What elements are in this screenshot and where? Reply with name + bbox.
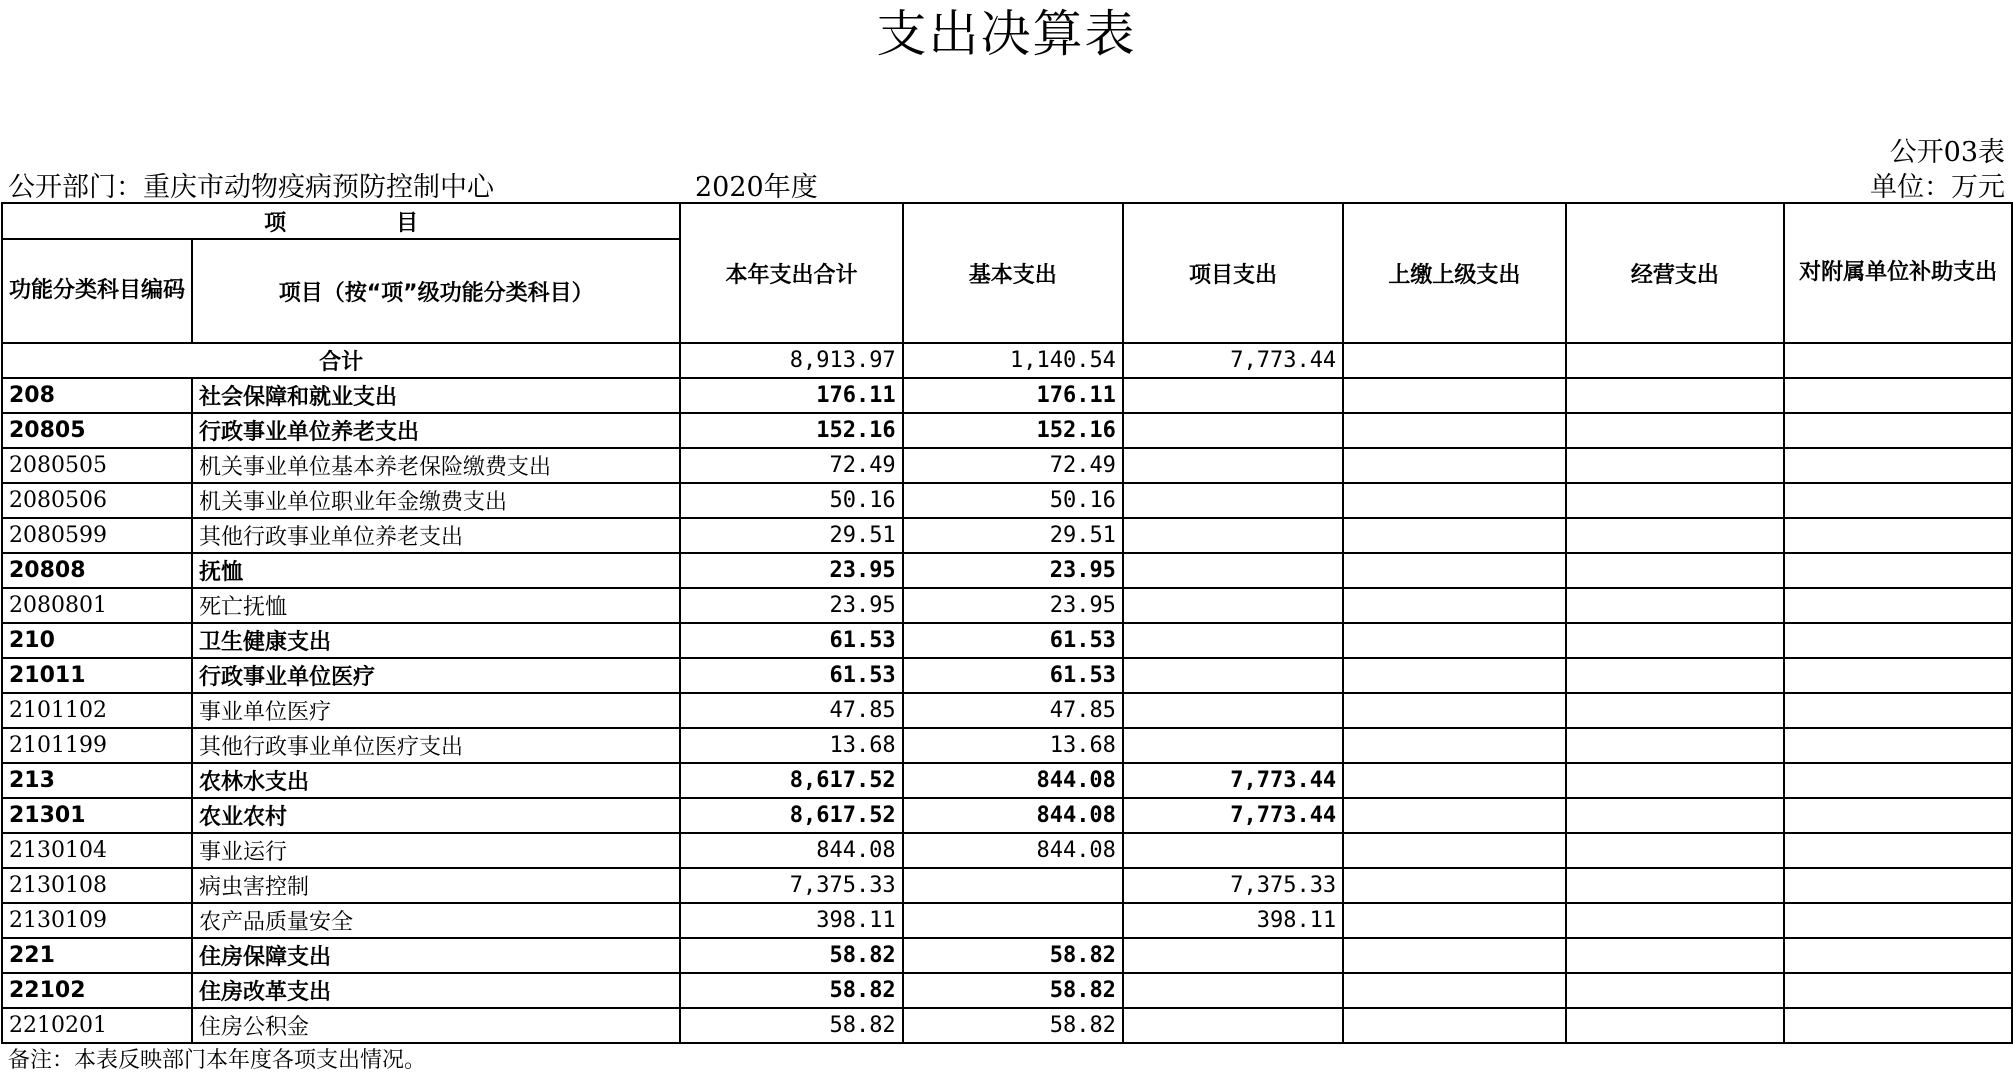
row-subsidy: [1784, 868, 2012, 903]
table-row: [2, 693, 2012, 728]
row-basic: 176.11: [903, 378, 1123, 413]
row-name: 农产品质量安全: [192, 903, 680, 938]
header-name: 项目（按“项”级功能分类科目）: [192, 239, 680, 343]
row-total: 7,375.33: [680, 868, 902, 903]
row-subsidy: [1784, 798, 2012, 833]
row-upper: [1343, 798, 1565, 833]
table-row: [2, 553, 2012, 588]
row-upper: [1343, 413, 1565, 448]
row-basic: 61.53: [903, 658, 1123, 693]
row-subsidy: [1784, 588, 2012, 623]
row-upper: [1343, 448, 1565, 483]
total-sum: 8,913.97: [680, 343, 902, 378]
row-code: 2130108: [2, 868, 192, 903]
row-subsidy: [1784, 1008, 2012, 1043]
row-name: 住房保障支出: [192, 938, 680, 973]
row-project: [1123, 413, 1343, 448]
table-row: [2, 378, 2012, 413]
row-code: 210: [2, 623, 192, 658]
row-basic: 50.16: [903, 483, 1123, 518]
row-name: 死亡抚恤: [192, 588, 680, 623]
row-project: [1123, 833, 1343, 868]
row-business: [1566, 588, 1785, 623]
row-total: 61.53: [680, 658, 902, 693]
row-upper: [1343, 903, 1565, 938]
row-basic: 58.82: [903, 938, 1123, 973]
row-upper: [1343, 693, 1565, 728]
header-upper: 上缴上级支出: [1343, 203, 1565, 343]
row-project: [1123, 518, 1343, 553]
total-upper: [1343, 343, 1565, 378]
row-project: [1123, 693, 1343, 728]
row-subsidy: [1784, 658, 2012, 693]
row-business: [1566, 448, 1785, 483]
row-total: 152.16: [680, 413, 902, 448]
row-total: 72.49: [680, 448, 902, 483]
page-title: 支出决算表: [876, 5, 1137, 63]
total-business: [1566, 343, 1785, 378]
row-subsidy: [1784, 553, 2012, 588]
row-total: 176.11: [680, 378, 902, 413]
row-basic: 844.08: [903, 798, 1123, 833]
row-name: 卫生健康支出: [192, 623, 680, 658]
table-row: [2, 868, 2012, 903]
header-item-group: 项 目: [2, 203, 680, 239]
unit-label: 单位：万元: [1870, 172, 2005, 203]
row-name: 抚恤: [192, 553, 680, 588]
row-business: [1566, 413, 1785, 448]
form-number: 公开03表: [1889, 137, 2005, 168]
row-business: [1566, 553, 1785, 588]
total-project: 7,773.44: [1123, 343, 1343, 378]
row-business: [1566, 973, 1785, 1008]
row-basic: 152.16: [903, 413, 1123, 448]
row-subsidy: [1784, 728, 2012, 763]
row-total: 58.82: [680, 973, 902, 1008]
row-total: 61.53: [680, 623, 902, 658]
row-project: [1123, 553, 1343, 588]
row-code: 2130104: [2, 833, 192, 868]
row-name: 农林水支出: [192, 763, 680, 798]
row-project: [1123, 1008, 1343, 1043]
row-upper: [1343, 728, 1565, 763]
row-total: 13.68: [680, 728, 902, 763]
row-upper: [1343, 378, 1565, 413]
table-row: [2, 763, 2012, 798]
row-business: [1566, 728, 1785, 763]
row-business: [1566, 1008, 1785, 1043]
row-project: [1123, 623, 1343, 658]
row-project: 398.11: [1123, 903, 1343, 938]
row-code: 2101199: [2, 728, 192, 763]
row-basic: 61.53: [903, 623, 1123, 658]
row-code: 20808: [2, 553, 192, 588]
table-row: [2, 623, 2012, 658]
row-upper: [1343, 1008, 1565, 1043]
header-code: 功能分类科目编码: [2, 239, 192, 343]
row-basic: 47.85: [903, 693, 1123, 728]
row-code: 2080599: [2, 518, 192, 553]
row-subsidy: [1784, 518, 2012, 553]
row-project: [1123, 938, 1343, 973]
row-basic: 23.95: [903, 553, 1123, 588]
row-code: 208: [2, 378, 192, 413]
row-upper: [1343, 483, 1565, 518]
table-row: [2, 448, 2012, 483]
table-row: [2, 833, 2012, 868]
row-total: 398.11: [680, 903, 902, 938]
row-upper: [1343, 763, 1565, 798]
row-name: 机关事业单位基本养老保险缴费支出: [192, 448, 680, 483]
fiscal-year: 2020年度: [695, 172, 818, 203]
row-basic: 58.82: [903, 1008, 1123, 1043]
header-business: 经营支出: [1566, 203, 1785, 343]
row-total: 844.08: [680, 833, 902, 868]
row-project: 7,773.44: [1123, 798, 1343, 833]
row-code: 221: [2, 938, 192, 973]
row-name: 病虫害控制: [192, 868, 680, 903]
row-subsidy: [1784, 973, 2012, 1008]
row-total: 8,617.52: [680, 798, 902, 833]
row-total: 58.82: [680, 1008, 902, 1043]
row-basic: 844.08: [903, 763, 1123, 798]
row-business: [1566, 938, 1785, 973]
row-upper: [1343, 588, 1565, 623]
table-row: [2, 728, 2012, 763]
row-name: 行政事业单位养老支出: [192, 413, 680, 448]
row-code: 2080506: [2, 483, 192, 518]
row-code: 213: [2, 763, 192, 798]
row-upper: [1343, 658, 1565, 693]
row-subsidy: [1784, 833, 2012, 868]
row-project: [1123, 588, 1343, 623]
row-subsidy: [1784, 763, 2012, 798]
row-project: 7,375.33: [1123, 868, 1343, 903]
row-subsidy: [1784, 448, 2012, 483]
row-basic: 72.49: [903, 448, 1123, 483]
row-code: 2080505: [2, 448, 192, 483]
department-label: 公开部门：重庆市动物疫病预防控制中心: [8, 172, 494, 203]
row-code: 20805: [2, 413, 192, 448]
row-total: 29.51: [680, 518, 902, 553]
row-subsidy: [1784, 903, 2012, 938]
total-basic: 1,140.54: [903, 343, 1123, 378]
header-project: 项目支出: [1123, 203, 1343, 343]
row-project: 7,773.44: [1123, 763, 1343, 798]
total-label: 合计: [2, 343, 680, 378]
table-row: [2, 413, 2012, 448]
row-upper: [1343, 553, 1565, 588]
row-business: [1566, 833, 1785, 868]
total-row: [2, 343, 2012, 378]
row-subsidy: [1784, 693, 2012, 728]
row-basic: 844.08: [903, 833, 1123, 868]
row-project: [1123, 658, 1343, 693]
table-row: [2, 483, 2012, 518]
row-basic: [903, 903, 1123, 938]
row-name: 事业单位医疗: [192, 693, 680, 728]
row-basic: 13.68: [903, 728, 1123, 763]
header-total: 本年支出合计: [680, 203, 902, 343]
row-code: 2210201: [2, 1008, 192, 1043]
row-upper: [1343, 623, 1565, 658]
row-business: [1566, 868, 1785, 903]
table-row: [2, 658, 2012, 693]
footnote: 备注：本表反映部门本年度各项支出情况。: [8, 1048, 427, 1073]
row-total: 23.95: [680, 553, 902, 588]
row-business: [1566, 378, 1785, 413]
row-business: [1566, 693, 1785, 728]
total-subsidy: [1784, 343, 2012, 378]
row-business: [1566, 658, 1785, 693]
row-upper: [1343, 973, 1565, 1008]
row-total: 23.95: [680, 588, 902, 623]
row-project: [1123, 973, 1343, 1008]
row-basic: 58.82: [903, 973, 1123, 1008]
row-total: 8,617.52: [680, 763, 902, 798]
row-code: 2080801: [2, 588, 192, 623]
row-name: 行政事业单位医疗: [192, 658, 680, 693]
row-business: [1566, 903, 1785, 938]
row-upper: [1343, 938, 1565, 973]
table-row: [2, 973, 2012, 1008]
table-row: [2, 798, 2012, 833]
row-subsidy: [1784, 413, 2012, 448]
row-project: [1123, 448, 1343, 483]
table-row: [2, 938, 2012, 973]
row-name: 社会保障和就业支出: [192, 378, 680, 413]
row-total: 50.16: [680, 483, 902, 518]
row-business: [1566, 483, 1785, 518]
row-basic: 23.95: [903, 588, 1123, 623]
row-code: 22102: [2, 973, 192, 1008]
row-project: [1123, 728, 1343, 763]
row-subsidy: [1784, 483, 2012, 518]
row-name: 其他行政事业单位医疗支出: [192, 728, 680, 763]
row-code: 21011: [2, 658, 192, 693]
row-code: 2130109: [2, 903, 192, 938]
row-project: [1123, 483, 1343, 518]
expenditure-table: [1, 202, 2013, 1044]
row-basic: 29.51: [903, 518, 1123, 553]
row-name: 事业运行: [192, 833, 680, 868]
row-subsidy: [1784, 938, 2012, 973]
row-code: 2101102: [2, 693, 192, 728]
row-upper: [1343, 518, 1565, 553]
row-subsidy: [1784, 623, 2012, 658]
row-code: 21301: [2, 798, 192, 833]
row-total: 47.85: [680, 693, 902, 728]
table-row: [2, 1008, 2012, 1043]
row-business: [1566, 518, 1785, 553]
table-row: [2, 518, 2012, 553]
row-business: [1566, 798, 1785, 833]
row-business: [1566, 623, 1785, 658]
table-row: [2, 588, 2012, 623]
row-name: 农业农村: [192, 798, 680, 833]
row-upper: [1343, 833, 1565, 868]
row-name: 住房公积金: [192, 1008, 680, 1043]
row-total: 58.82: [680, 938, 902, 973]
row-basic: [903, 868, 1123, 903]
row-name: 机关事业单位职业年金缴费支出: [192, 483, 680, 518]
table-row: [2, 903, 2012, 938]
header-subsidy: 对附属单位补助支出: [1784, 203, 2012, 343]
row-upper: [1343, 868, 1565, 903]
row-name: 其他行政事业单位养老支出: [192, 518, 680, 553]
header-basic: 基本支出: [903, 203, 1123, 343]
row-business: [1566, 763, 1785, 798]
row-subsidy: [1784, 378, 2012, 413]
row-project: [1123, 378, 1343, 413]
row-name: 住房改革支出: [192, 973, 680, 1008]
